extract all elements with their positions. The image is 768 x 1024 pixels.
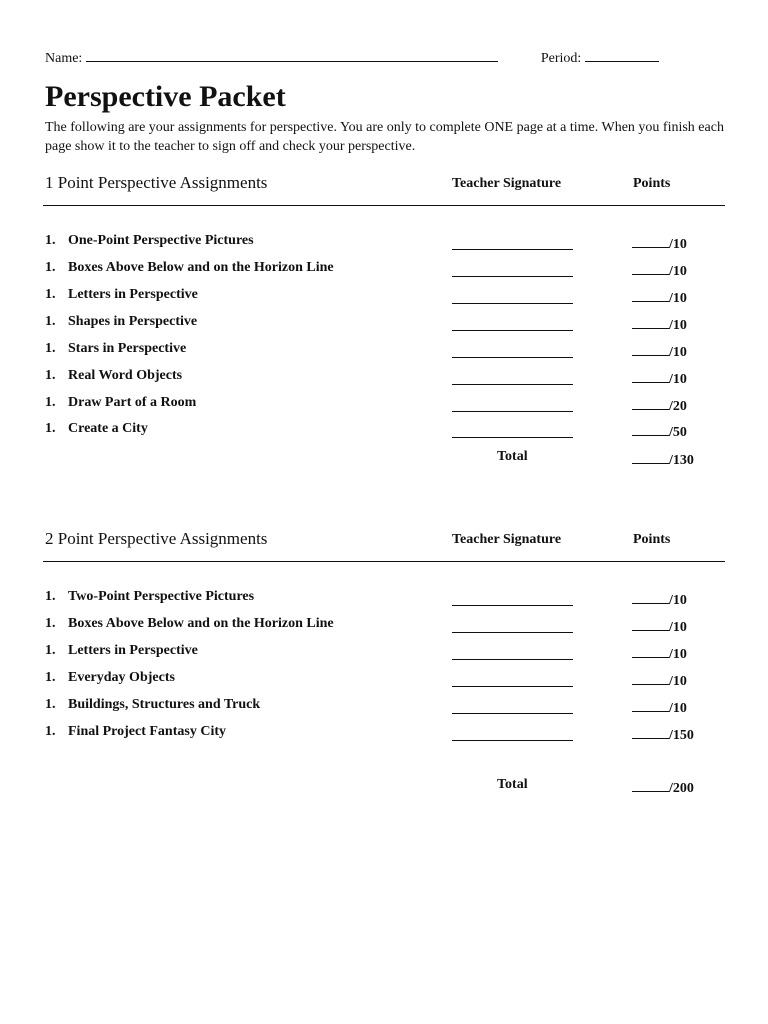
points-field[interactable]: /10 [632,287,687,307]
signature-line[interactable] [452,673,573,687]
item-label: Letters in Perspective [68,643,198,658]
signature-line[interactable] [452,317,573,331]
points-field[interactable]: /50 [632,421,687,441]
signature-line[interactable] [452,619,573,633]
item-number: 1. [45,368,56,383]
points-field[interactable]: /10 [632,368,687,388]
total-points-field[interactable]: /200 [632,777,694,797]
item-label: Boxes Above Below and on the Horizon Line [68,260,334,275]
section-2-divider [43,561,725,562]
item-number: 1. [45,643,56,658]
points-field[interactable]: /10 [632,589,687,609]
signature-line[interactable] [452,424,573,438]
item-number: 1. [45,670,56,685]
table-row [45,260,735,280]
table-row [45,287,735,307]
item-number: 1. [45,287,56,302]
table-row [45,643,735,663]
points-field[interactable]: /10 [632,670,687,690]
period-label: Period: [540,51,582,66]
points-field[interactable]: /10 [632,314,687,334]
item-label: Letters in Perspective [68,287,198,302]
intro-text: The following are your assignments for perspective. You are only to complete ONE page at a time. When you finish each page show it to the teacher to sign off and check your perspective. [45,120,724,154]
points-field[interactable]: /10 [632,616,687,636]
section-1-signature-header: Teacher Signature [452,176,562,191]
total-row [45,449,735,469]
item-label: One-Point Perspective Pictures [68,233,254,248]
table-row [45,233,735,253]
signature-line[interactable] [452,727,573,741]
item-number: 1. [45,233,56,248]
section-2-signature-header: Teacher Signature [452,532,562,547]
table-row [45,697,735,717]
total-points-field[interactable]: /130 [632,449,694,469]
item-label: Final Project Fantasy City [68,724,226,739]
section-2-points-header: Points [633,532,671,547]
points-field[interactable]: /150 [632,724,694,744]
name-field[interactable] [86,47,498,62]
item-number: 1. [45,616,56,631]
item-number: 1. [45,314,56,329]
section-1-divider [43,205,725,206]
signature-line[interactable] [452,646,573,660]
item-label: Create a City [68,421,148,436]
item-label: Boxes Above Below and on the Horizon Line [68,616,334,631]
points-field[interactable]: /20 [632,395,687,415]
signature-line[interactable] [452,290,573,304]
points-field[interactable]: /10 [632,643,687,663]
section-2-title: 2 Point Perspective Assignments [45,529,268,548]
points-field[interactable]: /10 [632,233,687,253]
table-row [45,314,735,334]
item-label: Two-Point Perspective Pictures [68,589,255,604]
item-label: Everyday Objects [68,670,175,685]
item-label: Stars in Perspective [68,341,187,356]
signature-line[interactable] [452,371,573,385]
item-label: Shapes in Perspective [68,314,198,329]
item-label: Buildings, Structures and Truck [68,697,261,712]
item-number: 1. [45,724,56,739]
section-1-title: 1 Point Perspective Assignments [45,173,268,192]
table-row [45,724,735,744]
table-row [45,368,735,388]
table-row [45,421,735,441]
item-number: 1. [45,697,56,712]
signature-line[interactable] [452,263,573,277]
table-row [45,616,735,636]
points-field[interactable]: /10 [632,260,687,280]
points-field[interactable]: /10 [632,341,687,361]
signature-line[interactable] [452,344,573,358]
signature-line[interactable] [452,700,573,714]
item-number: 1. [45,421,56,436]
signature-line[interactable] [452,592,573,606]
table-row [45,395,735,415]
section-1-points-header: Points [633,176,671,191]
item-number: 1. [45,589,56,604]
signature-line[interactable] [452,398,573,412]
total-label: Total [497,449,528,464]
table-row [45,341,735,361]
item-label: Draw Part of a Room [68,395,197,410]
table-row [45,589,735,609]
item-number: 1. [45,395,56,410]
item-number: 1. [45,260,56,275]
page-title: Perspective Packet [45,80,286,113]
points-field[interactable]: /10 [632,697,687,717]
item-number: 1. [45,341,56,356]
item-label: Real Word Objects [68,368,183,383]
header-line [45,47,659,67]
name-label: Name: [45,51,83,66]
signature-line[interactable] [452,236,573,250]
period-field[interactable] [585,47,659,62]
table-row [45,670,735,690]
total-row [45,777,735,797]
total-label: Total [497,777,528,792]
